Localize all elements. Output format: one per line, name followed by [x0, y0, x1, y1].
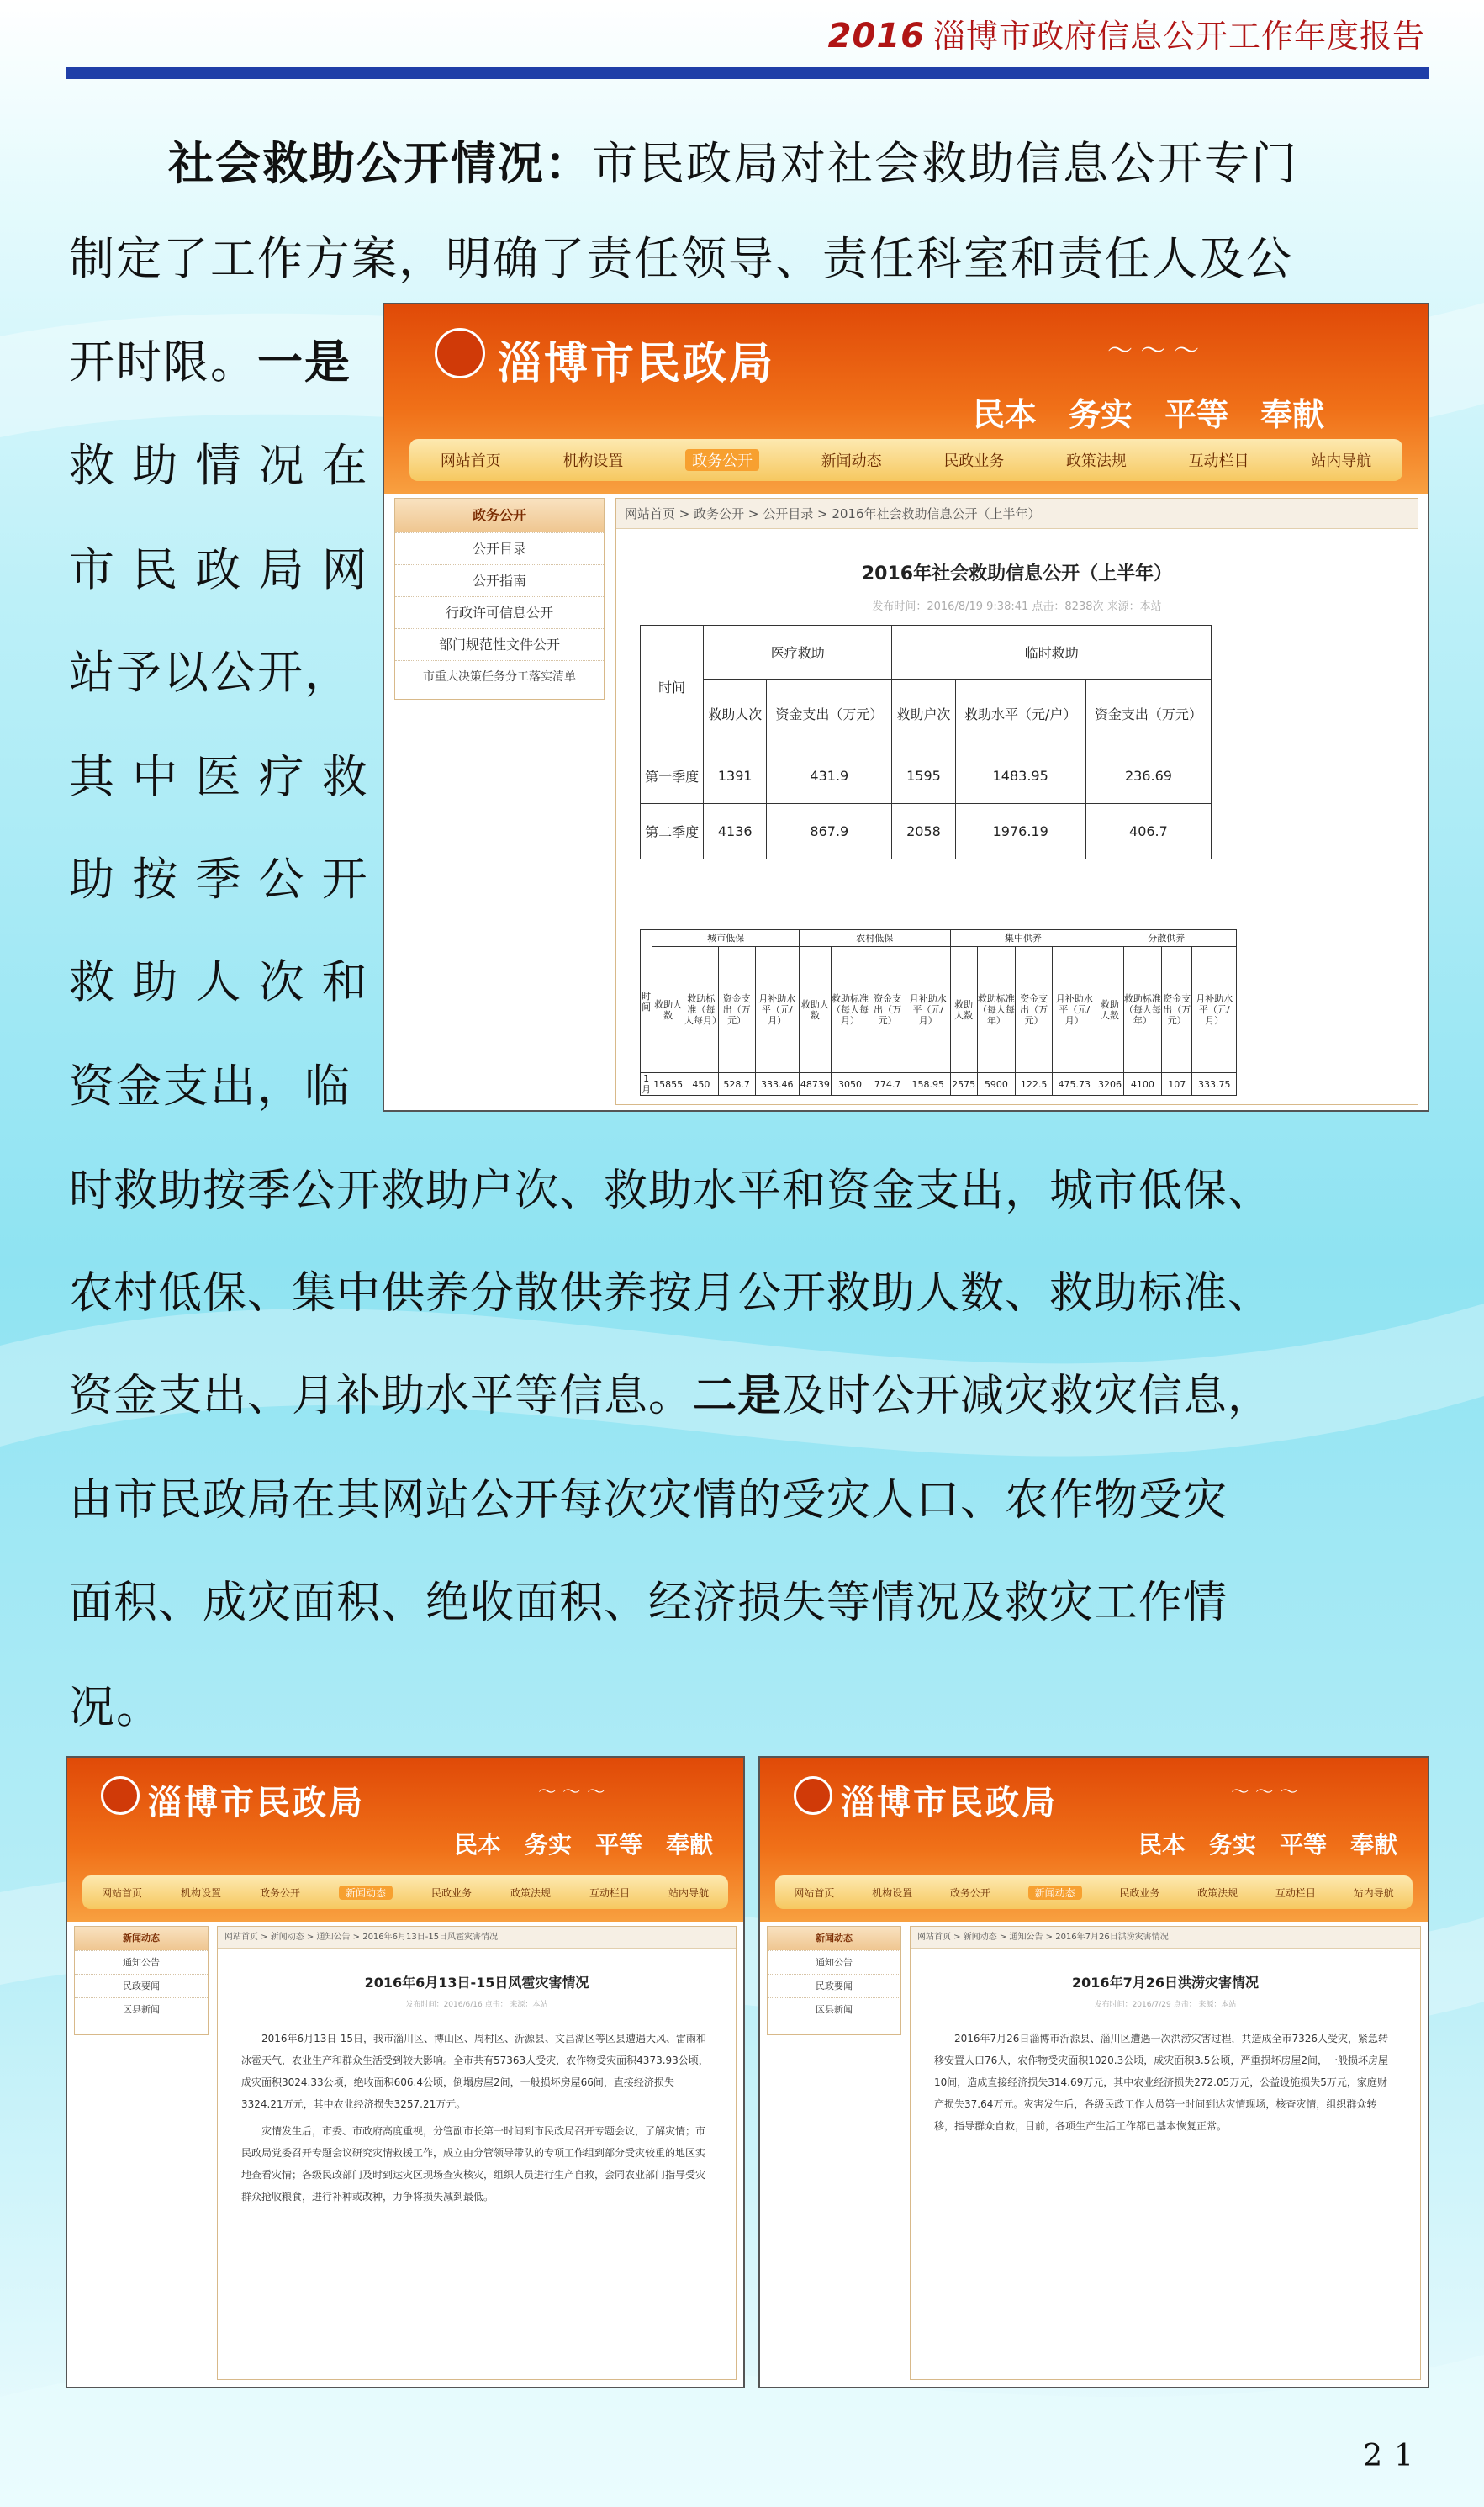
site-nav	[82, 1875, 728, 1909]
page-number: 21	[1363, 2439, 1425, 2473]
nav-home[interactable]: 网站首页	[794, 1886, 835, 1899]
body-line-1: 社会救助公开情况：市民政局对社会救助信息公开专门	[168, 136, 1298, 190]
nav-home[interactable]: 网站首页	[101, 1886, 142, 1899]
nav-sitemap[interactable]: 站内导航	[668, 1886, 709, 1899]
header-year: 2016	[827, 17, 925, 56]
nav-business[interactable]: 民政业务	[1119, 1886, 1160, 1899]
nav-sitemap[interactable]: 站内导航	[1311, 452, 1372, 470]
breadcrumb: 网站首页 > 新闻动态 > 通知公告 > 2016年7月26日洪涝灾害情况	[911, 1927, 1420, 1949]
nav-policy[interactable]: 政策法规	[1065, 452, 1127, 470]
nav-interactive[interactable]: 互动栏目	[1188, 452, 1249, 470]
nav-news[interactable]: 新闻动态	[1028, 1886, 1082, 1900]
screenshot-social-assistance	[383, 303, 1429, 1112]
nav-gov-affairs[interactable]: 政务公开	[685, 449, 759, 471]
site-logo-text: 淄博市民政局	[841, 1784, 1058, 1822]
screenshot-hail-disaster	[66, 1756, 745, 2388]
nav-news[interactable]: 新闻动态	[821, 452, 882, 470]
sidebar-item[interactable]: 通知公告	[768, 1950, 900, 1974]
site-nav	[775, 1875, 1413, 1909]
sidebar-item[interactable]: 通知公告	[75, 1950, 208, 1974]
sidebar-item[interactable]: 部门规范性文件公开	[395, 628, 604, 660]
article-meta: 发布时间：2016/6/16 点击： 来源：本站	[405, 2001, 548, 2009]
minimum-living-table: 时间 城市低保 农村低保 集中供养 分散供养 救助人数 救助标准（每人每月） 资金支出（万元） 月补助水平（元/月） 救助人数 救助标准（每人每月） 资金支出（万元） 月补助水平（元/月） 救助人数 救助标准（每人每年） 资金支出（万元） 月补助水平（元/月） 救助人数 救助标准（每人每年） 资金支出（万元） 月补助水平（元/月） 1月 15855 450 528.7 333.46 48739 3050 774.7 158.95 2575 5900 122.5 475.73 3206 4100 107 333.75	[640, 929, 1237, 1096]
body-line-13: 资金支出、月补助水平等信息。二是及时公开减灾救灾信息，	[69, 1370, 1273, 1421]
site-banner	[760, 1758, 1428, 1922]
civil-affairs-logo-icon	[794, 1776, 832, 1815]
article-paragraph: 2016年7月26日淄博市沂源县、淄川区遭遇一次洪涝灾害过程，共造成全市7326人受灾，紧急转移安置人口76人，农作物受灾面积1020.3公顷，成灾面积3.5公顷，严重损坏房屋2间，一般损坏房屋10间，造成直接经济损失314.69万元，其中农业经济损失272.05万元，公益设施损失5万元，家庭财产损失37.64万元。灾害发生后，各级民政工作人员第一时间到达灾情现场，核查灾情，组织群众转移，指导群众自救，目前，各项生产生活工作都已基本恢复正常。	[934, 2033, 1388, 2132]
table-row: 1月 15855 450 528.7 333.46 48739 3050 774.7 158.95 2575 5900 122.5 475.73 3206 4100 107 333.75	[641, 1073, 1237, 1096]
sidebar-title: 新闻动态	[768, 1927, 900, 1950]
site-slogan: 民本 务实 平等 奉献	[454, 1831, 714, 1859]
birds-icon: 〜 〜 〜	[1107, 336, 1200, 366]
nav-org[interactable]: 机构设置	[872, 1886, 913, 1899]
body-line-4: 救 助 情 况 在	[69, 439, 369, 492]
site-banner	[384, 304, 1428, 494]
sidebar	[394, 498, 605, 700]
sidebar-item[interactable]: 市重大决策任务分工落实清单	[395, 660, 604, 692]
screenshot-flood-disaster	[758, 1756, 1429, 2388]
body-line-11: 时救助按季公开救助户次、救助水平和资金支出，城市低保、	[69, 1166, 1273, 1216]
nav-business[interactable]: 民政业务	[430, 1886, 472, 1899]
site-slogan: 民本 务实 平等 奉献	[1138, 1831, 1398, 1859]
table-row: 第一季度 1391 431.9 1595 1483.95 236.69	[641, 748, 1212, 804]
body-line-3: 开时限。一是	[69, 335, 351, 389]
article-meta: 发布时间：2016/8/19 9:38:41 点击：8238次 来源：本站	[872, 600, 1162, 613]
body-line-9: 救 助 人 次 和	[69, 955, 369, 1008]
sidebar-item[interactable]: 民政要闻	[75, 1974, 208, 1997]
sidebar-item[interactable]: 公开指南	[395, 564, 604, 596]
header-rule	[66, 67, 1429, 79]
sidebar-item[interactable]: 行政许可信息公开	[395, 596, 604, 628]
nav-interactive[interactable]: 互动栏目	[1275, 1886, 1316, 1899]
site-logo-text: 淄博市民政局	[498, 339, 776, 389]
body-line-14: 由市民政局在其网站公开每次灾情的受灾人口、农作物受灾	[69, 1475, 1228, 1526]
article-paragraph: 灾情发生后，市委、市政府高度重视，分管副市长第一时间到市民政局召开专题会议，了解灾情；市民政局党委召开专题会议研究灾情救援工作，成立由分管领导带队的专项工作组到部分受灾较重的地区实地查看灾情；各级民政部门及时到达灾区现场查灾核灾，组织人员进行生产自救，会同农业部门指导受灾群众抢收粮食，进行补种或改种，力争将损失减到最低。	[241, 2125, 706, 2203]
body-line-5: 市 民 政 局 网	[69, 543, 369, 596]
site-banner	[67, 1758, 743, 1922]
birds-icon: 〜 〜 〜	[538, 1782, 605, 1803]
article-title: 2016年6月13日-15日风雹灾害情况	[364, 1975, 589, 1991]
civil-affairs-logo-icon	[435, 328, 485, 378]
body-line-8: 助 按 季 公 开	[69, 853, 369, 906]
body-line-15: 面积、成灾面积、绝收面积、经济损失等情况及救灾工作情	[69, 1578, 1228, 1628]
site-slogan: 民本 务实 平等 奉献	[973, 396, 1325, 433]
sidebar-title: 新闻动态	[75, 1927, 208, 1950]
body-line-10: 资金支出，临	[69, 1060, 351, 1113]
nav-org[interactable]: 机构设置	[562, 452, 624, 470]
article-paragraph: 2016年6月13日-15日，我市淄川区、博山区、周村区、沂源县、文昌湖区等区县遭遇大风、雷雨和冰雹天气，农业生产和群众生活受到较大影响。全市共有57363人受灾，农作物受灾面积4373.93公顷，成灾面积3024.33公顷，绝收面积606.4公顷，倒塌房屋2间，一般损坏房屋66间，直接经济损失3324.21万元，其中农业经济损失3257.21万元。	[241, 2033, 709, 2110]
body-line-16: 况。	[69, 1680, 163, 1733]
header-title: 淄博市政府信息公开工作年度报告	[932, 18, 1425, 55]
nav-gov-affairs[interactable]: 政务公开	[259, 1886, 300, 1899]
article-title: 2016年社会救助信息公开（上半年）	[861, 563, 1173, 584]
medical-temporary-table: 时间 医疗救助 临时救助 救助人次 资金支出（万元） 救助户次 救助水平（元/户） 资金支出（万元） 第一季度 1391 431.9 1595 1483.95 236.69 第二季度 4136 867.9 2058 1976.19 406.7	[640, 625, 1212, 859]
body-line-12: 农村低保、集中供养分散供养按月公开救助人数、救助标准、	[69, 1268, 1273, 1319]
running-header	[828, 10, 1425, 56]
article-meta: 发布时间：2016/7/29 点击： 来源：本站	[1094, 2001, 1237, 2009]
site-logo-text: 淄博市民政局	[148, 1784, 365, 1822]
sidebar	[767, 1926, 901, 2035]
nav-business[interactable]: 民政业务	[943, 452, 1005, 470]
nav-home[interactable]: 网站首页	[440, 452, 501, 470]
nav-org[interactable]: 机构设置	[180, 1886, 221, 1899]
sidebar-item[interactable]: 民政要闻	[768, 1974, 900, 1997]
breadcrumb: 网站首页 > 政务公开 > 公开目录 > 2016年社会救助信息公开（上半年）	[616, 499, 1418, 529]
nav-policy[interactable]: 政策法规	[510, 1886, 551, 1899]
body-line-6: 站予以公开，	[69, 646, 351, 699]
birds-icon: 〜 〜 〜	[1231, 1782, 1298, 1803]
nav-interactive[interactable]: 互动栏目	[589, 1886, 630, 1899]
nav-policy[interactable]: 政策法规	[1197, 1886, 1238, 1899]
content-panel	[217, 1926, 737, 2380]
body-line-7: 其 中 医 疗 救	[69, 750, 369, 803]
breadcrumb: 网站首页 > 新闻动态 > 通知公告 > 2016年6月13日-15日风雹灾害情况	[218, 1927, 736, 1949]
nav-gov-affairs[interactable]: 政务公开	[949, 1886, 990, 1899]
sidebar-item[interactable]: 区县新闻	[768, 1997, 900, 2021]
article-title: 2016年7月26日洪涝灾害情况	[1072, 1975, 1259, 1991]
sidebar-item[interactable]: 公开目录	[395, 532, 604, 564]
nav-sitemap[interactable]: 站内导航	[1353, 1886, 1394, 1899]
sidebar-item[interactable]: 区县新闻	[75, 1997, 208, 2021]
content-panel	[910, 1926, 1421, 2380]
site-nav	[409, 439, 1402, 481]
sidebar	[74, 1926, 209, 2035]
sidebar-title: 政务公开	[395, 499, 604, 532]
body-line-2: 制定了工作方案，明确了责任领导、责任科室和责任人及公	[69, 232, 1293, 285]
civil-affairs-logo-icon	[101, 1776, 140, 1815]
nav-news[interactable]: 新闻动态	[339, 1886, 393, 1900]
table-row: 第二季度 4136 867.9 2058 1976.19 406.7	[641, 804, 1212, 859]
content-panel	[615, 498, 1418, 1105]
